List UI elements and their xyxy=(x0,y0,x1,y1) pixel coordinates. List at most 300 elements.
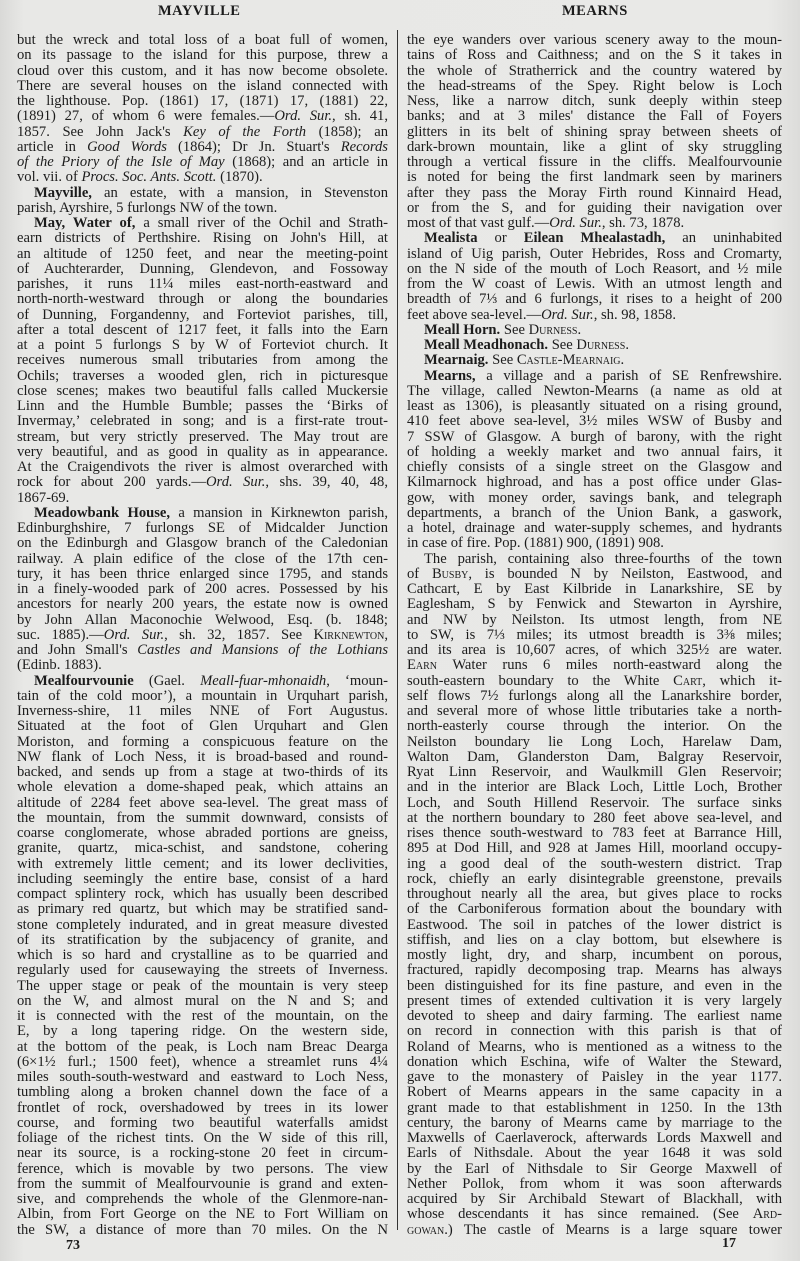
text-line xyxy=(17,841,388,856)
text-run: (1891) 27, of whom 6 were females.— xyxy=(17,108,275,125)
text-run: at a point 5 furlongs S by W of Forteviot church. It xyxy=(17,337,388,353)
text-run: Earls of Nithsdale. About the year 1648 it was sold xyxy=(407,1145,782,1162)
text-run: . xyxy=(625,337,629,353)
text-line xyxy=(17,170,388,185)
text-line xyxy=(17,109,388,124)
text-run: to SW, is 7⅓ miles; its utmost breadth is 3⅜ miles; xyxy=(407,626,782,643)
text-line xyxy=(17,33,388,48)
text-run: granite, quartz, mica-schist, and sandstone, cohering xyxy=(17,840,388,857)
text-line xyxy=(407,948,782,963)
text-run: Walton Dam, Glanderston Dam, Balgray Reservoir, xyxy=(407,748,782,765)
text-run: north-easterly course through the interior. On the xyxy=(407,718,782,735)
text-line xyxy=(17,1009,388,1024)
text-run: railway. A plain edifice of the close of the 17th cen- xyxy=(17,550,388,567)
text-line xyxy=(17,628,388,643)
text-line xyxy=(407,201,782,216)
text-line xyxy=(407,979,782,994)
text-run: dark-brown mountain, like a glint of sky struggling xyxy=(407,138,782,155)
text-run: banks; and at 3 miles' distance the Fall of Foyers xyxy=(407,108,782,125)
text-line xyxy=(407,292,782,307)
text-line xyxy=(407,689,782,704)
text-line xyxy=(17,64,388,79)
text-run: the head-streams of the Spey. Right below is Loch xyxy=(407,77,782,94)
text-line xyxy=(17,689,388,704)
text-line xyxy=(407,1085,782,1100)
text-run: stiffish, and lies on a clay bottom, but elsewhere is xyxy=(407,931,782,948)
text-line xyxy=(17,491,388,506)
text-run: (1858); an xyxy=(306,123,388,140)
text-line xyxy=(17,186,388,201)
text-line xyxy=(407,963,782,978)
text-run: At the Craigendivots the river is almost overarched with xyxy=(17,459,388,475)
text-line xyxy=(17,430,388,445)
text-run: of Auchterarder, Dunning, Glendevon, and Fossoway xyxy=(17,260,388,277)
text-run: frontlet of rock, overshadowed by trees in its lower xyxy=(17,1099,388,1116)
text-line xyxy=(407,277,782,292)
entry-headword: Meall Meadhonach. xyxy=(424,337,549,353)
text-line xyxy=(17,1177,388,1192)
column-divider xyxy=(397,30,398,1230)
text-run: . xyxy=(577,321,582,338)
paragraph xyxy=(17,186,388,217)
text-run: Neilston boundary lie Long Loch, Harelaw Dam, xyxy=(407,733,782,750)
text-line xyxy=(17,277,388,292)
text-line xyxy=(407,1207,782,1222)
text-run: (Gael. xyxy=(133,672,201,689)
text-line xyxy=(17,597,388,612)
text-line xyxy=(407,918,782,933)
entry-headword: Mealfourvounie xyxy=(34,672,134,689)
text-run: of xyxy=(407,565,432,582)
text-run: is noted for being the first landmark seen by mariners xyxy=(407,169,782,186)
text-run: ) The castle of Mearns is a large square tower xyxy=(447,1221,782,1238)
text-line xyxy=(17,521,388,536)
text-run: rock for about 200 yards.— xyxy=(17,474,207,491)
text-line xyxy=(17,475,388,490)
text-line xyxy=(407,1040,782,1055)
text-run: See xyxy=(488,352,517,369)
text-line xyxy=(17,247,388,262)
text-run: or xyxy=(477,230,524,247)
text-run: on the Edinburgh and Glasgow branch of the Caledonian xyxy=(17,535,388,552)
text-run: (Edinb. 1883). xyxy=(17,657,102,674)
cross-reference: Earn xyxy=(407,657,438,674)
text-run: Ryat Linn Reservoir, and Waulkmill Glen Reservoir; xyxy=(407,764,782,780)
text-line xyxy=(17,933,388,948)
text-line xyxy=(17,811,388,826)
text-line xyxy=(17,994,388,1009)
text-line xyxy=(407,1162,782,1177)
text-line xyxy=(407,155,782,170)
text-run: glitters in its belt of shining spray between sheets of xyxy=(407,123,782,140)
text-run: parishes, it runs 11¼ miles east-north-eastward and xyxy=(17,276,388,292)
text-run: the mountain, from the summit downward, consists of xyxy=(17,809,388,826)
italic-title: Ord. Sur. xyxy=(541,306,594,323)
text-line xyxy=(17,460,388,475)
text-run: See xyxy=(500,321,529,338)
text-run: an estate, with a mansion, in Stevenston xyxy=(91,184,388,201)
text-line xyxy=(407,170,782,185)
text-line xyxy=(407,308,782,323)
text-run: Kilmarnock highroad, and has a post office under Glas- xyxy=(407,474,782,491)
text-run: near its source, is a rocking-stone 20 feet in circum- xyxy=(17,1145,388,1162)
italic-title: Good Words xyxy=(87,138,167,155)
cross-reference: Castle-Mearnaig xyxy=(516,352,621,369)
cross-reference: Durness xyxy=(528,321,578,338)
text-run: Loch, and South Hillend Reservoir. The surface sinks xyxy=(407,794,782,811)
text-run: The upper stage or peak of the mountain is very steep xyxy=(17,977,388,994)
text-run: by the Earl of Nithsdale to Sir George Maxwell of xyxy=(407,1160,782,1177)
text-line xyxy=(17,658,388,673)
text-run: of holding a weekly market and two annual fairs, it xyxy=(407,443,782,460)
text-run: 1867-69. xyxy=(17,489,70,506)
text-line xyxy=(17,94,388,109)
text-line xyxy=(407,1116,782,1131)
text-line xyxy=(407,247,782,262)
text-line xyxy=(407,933,782,948)
text-run: it is connected with the rest of the mountain, on the xyxy=(17,1008,388,1024)
text-run: Linn and the Humble Bumble; passes the ‘Birks of xyxy=(17,398,388,414)
text-line xyxy=(407,582,782,597)
text-line xyxy=(17,765,388,780)
text-line xyxy=(407,811,782,826)
italic-title: Records xyxy=(340,138,388,155)
text-line xyxy=(17,1223,388,1238)
text-line xyxy=(17,780,388,795)
text-line xyxy=(407,1131,782,1146)
running-head-left: MAYVILLE xyxy=(158,3,241,19)
entry-headword: Eilean Mhealastadh, xyxy=(523,230,666,247)
text-run: Nether Pollok, from whom it was soon afterwards xyxy=(407,1175,782,1192)
text-line xyxy=(17,1055,388,1070)
text-line xyxy=(17,750,388,765)
text-run: 895 at Dod Hill, and 928 at James Hill, moorland occupy- xyxy=(407,840,782,857)
text-run: whole elevation a dome-shaped peak, which attains an xyxy=(17,779,388,796)
paragraph xyxy=(407,323,782,338)
text-line xyxy=(407,79,782,94)
text-line xyxy=(407,1070,782,1085)
text-run: the whole of Stratherrick and the country watered by xyxy=(407,62,782,79)
text-run: Maxwells of Caerlaverock, afterwards Lords Maxwell and xyxy=(407,1130,782,1146)
text-run: or from the S, and for guiding their navigation over xyxy=(407,199,782,216)
text-line xyxy=(17,613,388,628)
text-run: whose descendants it has since remained. (See xyxy=(407,1206,753,1223)
text-line xyxy=(17,918,388,933)
text-line xyxy=(17,216,388,231)
text-line xyxy=(407,1055,782,1070)
text-line xyxy=(17,963,388,978)
text-run: self flows 7½ furlongs along all the Lanarkshire border, xyxy=(407,687,782,704)
text-run: (1868); and an article in xyxy=(224,154,389,170)
text-run: an altitude of 1250 feet, and near the meeting-point xyxy=(17,245,388,262)
text-line xyxy=(407,597,782,612)
text-line xyxy=(407,857,782,872)
text-run: throughout nearly all the area, but gives place to rocks xyxy=(407,886,782,902)
paragraph xyxy=(17,506,388,674)
text-run: Albin, from Fort George on the NE to Fort William on xyxy=(17,1206,388,1223)
text-line xyxy=(407,674,782,689)
text-run: south-eastern boundary to the White xyxy=(407,672,674,689)
text-run: on its passage to the island for this purpose, threw a xyxy=(17,47,388,64)
text-run: and in the interior are Black Loch, Little Loch, Brother xyxy=(407,779,782,796)
text-line xyxy=(17,308,388,323)
text-run: acquired by Sir Archibald Stewart of Blackhall, with xyxy=(407,1191,782,1207)
text-line xyxy=(17,48,388,63)
text-run: foliage of the richest tints. On the W side of this rill, xyxy=(17,1130,388,1146)
text-line xyxy=(407,750,782,765)
paragraph xyxy=(407,369,782,552)
text-run: gave to the monastery of Paisley in the year 1177. xyxy=(407,1069,782,1085)
text-run: vol. vii. of xyxy=(17,169,82,186)
italic-title: Ord. Sur. xyxy=(103,626,165,643)
italic-title: Ord. Sur. xyxy=(274,108,333,125)
entry-headword: Mearns, xyxy=(424,367,476,384)
text-run: , sh. 73, 1878. xyxy=(601,215,685,231)
text-run: through a vertical fissure in the cliffs. Mealfourvounie xyxy=(407,154,782,170)
text-run: article in xyxy=(17,138,88,155)
text-line xyxy=(17,979,388,994)
text-run: of Dunning, Forgandenny, and Forteviot parishes, till, xyxy=(17,306,388,323)
text-line xyxy=(407,735,782,750)
text-run: (6×1½ furl.; 1500 feet), whence a streamlet runs 4¼ xyxy=(17,1053,388,1070)
text-run: tury, it has been thrice enlarged since 1795, and stands xyxy=(17,565,388,582)
entry-headword: Mayville, xyxy=(34,184,92,201)
text-line xyxy=(407,1024,782,1039)
text-run: mostly light, dry, and sharp, incumbent on porous, xyxy=(407,947,782,963)
text-line xyxy=(17,674,388,689)
text-line xyxy=(407,872,782,887)
text-line xyxy=(17,506,388,521)
text-line xyxy=(17,1040,388,1055)
entry-headword: Mealista xyxy=(424,230,478,247)
text-line xyxy=(17,857,388,872)
text-run: Robert of Mearns appears in the same capacity in a xyxy=(407,1084,782,1101)
text-run: , shs. 39, 40, 48, xyxy=(265,474,388,491)
text-line xyxy=(407,460,782,475)
text-run: most of that vast gulf.— xyxy=(407,215,550,231)
text-run: donation which Eschina, wife of Walter the Steward, xyxy=(407,1053,782,1070)
text-run: of its stratification by the subjacency of granite, and xyxy=(17,931,388,948)
text-run: See xyxy=(548,337,577,353)
text-line xyxy=(407,109,782,124)
text-line xyxy=(17,552,388,567)
text-line xyxy=(17,323,388,338)
text-line xyxy=(17,369,388,384)
text-line xyxy=(407,33,782,48)
text-line xyxy=(17,155,388,170)
text-run: at the bottom of the peak, is Loch nam Breac Dearga xyxy=(17,1038,388,1055)
text-line xyxy=(17,125,388,140)
text-run: , is bounded N by Neilston, Eastwood, and xyxy=(468,565,782,582)
paragraph xyxy=(17,216,388,506)
text-line xyxy=(407,796,782,811)
text-run: on record in connection with this parish is that of xyxy=(407,1023,782,1040)
text-run: stone completely indurated, and in great measure divested xyxy=(17,916,388,933)
text-run: (1870). xyxy=(216,169,263,186)
text-line xyxy=(17,1101,388,1116)
text-run: a hotel, drainage and water-supply schemes, and hydrants xyxy=(407,520,782,536)
text-line xyxy=(17,140,388,155)
text-run: grant made to that establishment in 1250. In the 13th xyxy=(407,1099,782,1116)
paragraph xyxy=(17,33,388,186)
cross-reference: Durness xyxy=(576,337,626,353)
text-run: The village, called Newton-Mearns (a name as old at xyxy=(407,382,782,399)
text-line xyxy=(407,475,782,490)
text-line xyxy=(17,231,388,246)
text-line xyxy=(17,1116,388,1131)
italic-title: of the Priory of the Isle of May xyxy=(17,154,225,170)
text-line xyxy=(407,552,782,567)
text-run: 1857. See John Jack's xyxy=(17,123,184,140)
text-run: an uninhabited xyxy=(665,230,782,247)
text-run: century, the barony of Mearns came by marriage to the xyxy=(407,1114,782,1131)
text-run: compact splintery rock, which has usually been described xyxy=(17,886,388,902)
text-line xyxy=(17,79,388,94)
text-run: Invermay,’ celebrated in song; and is a first-rate trout- xyxy=(17,413,388,430)
text-run: a mansion in Kirknewton parish, xyxy=(170,504,388,521)
text-line xyxy=(17,796,388,811)
running-head-right: MEARNS xyxy=(562,3,628,19)
text-line xyxy=(17,719,388,734)
text-line xyxy=(407,64,782,79)
text-run: a village and a parish of SE Renfrewshire. xyxy=(475,367,782,384)
text-run: Water runs 6 miles north-eastward along the xyxy=(437,657,782,674)
text-line xyxy=(407,338,782,353)
text-line xyxy=(407,1146,782,1161)
text-run: The parish, containing also three-fourths of the town xyxy=(424,550,782,567)
text-line xyxy=(407,1009,782,1024)
text-run: but the wreck and total loss of a boat full of women, xyxy=(17,32,388,48)
text-line xyxy=(17,826,388,841)
text-line xyxy=(407,765,782,780)
text-run: There are several houses on the island connected with xyxy=(17,77,388,94)
text-line xyxy=(17,1131,388,1146)
text-run: from the summit of Mealfourvounie is grand and exten- xyxy=(17,1175,388,1192)
text-run: rises thence south-westward to 783 feet at Barrance Hill, xyxy=(407,825,782,841)
text-line xyxy=(17,1207,388,1222)
italic-title: Ord. Sur. xyxy=(549,215,602,231)
text-run: Roland of Mearns, who is mentioned as a witness to the xyxy=(407,1038,782,1055)
text-line xyxy=(17,1192,388,1207)
text-run: 410 feet above sea-level, 3½ miles WSW of Busby and xyxy=(407,413,782,430)
paragraph xyxy=(17,674,388,1238)
text-run: Edinburghshire, 7 furlongs SE of Midcalder Junction xyxy=(17,520,388,536)
text-run: at the northern boundary to 280 feet above sea-level, and xyxy=(407,809,782,826)
text-line xyxy=(407,1177,782,1192)
text-run: Ochils; traverses a wooded glen, rich in picturesque xyxy=(17,367,388,384)
text-run: Situated at the foot of Glen Urquhart and Glen xyxy=(17,718,388,735)
text-run: devoted to sheep and dairy farming. The earliest name xyxy=(407,1008,782,1024)
text-run: and several more of whose little tributaries take a north- xyxy=(407,703,782,719)
folio-right: 17 xyxy=(722,1236,736,1251)
text-run: rock, chiefly an early disintegrable greenstone, prevails xyxy=(407,870,782,887)
text-run: in a finely-wooded park of 200 acres. Possessed by his xyxy=(17,581,388,597)
text-line xyxy=(407,536,782,551)
text-line xyxy=(407,826,782,841)
right-column xyxy=(407,33,782,1238)
text-line xyxy=(17,643,388,658)
text-line xyxy=(407,1192,782,1207)
text-run: NW flank of Loch Ness, it is broad-based and round- xyxy=(17,748,388,765)
paragraph xyxy=(407,552,782,1238)
text-run: fractured, rapidly decomposing trap. Mearns has always xyxy=(407,962,782,979)
text-line xyxy=(407,216,782,231)
text-line xyxy=(407,994,782,1009)
italic-title: Ord. Sur. xyxy=(206,474,266,491)
entry-headword: Meall Horn. xyxy=(424,321,501,338)
text-run: 7 SSW of Glasgow. A burgh of barony, with the right xyxy=(407,428,782,445)
text-line xyxy=(17,948,388,963)
text-line xyxy=(407,506,782,521)
text-run: Cathcart, E by East Kilbride in Lanarkshire, SE by xyxy=(407,581,782,597)
text-line xyxy=(17,414,388,429)
text-run: , ‘moun- xyxy=(326,672,388,689)
text-line xyxy=(407,323,782,338)
text-line xyxy=(17,735,388,750)
text-run: sive, and comprehends the whole of the Glenmore-nan- xyxy=(17,1191,388,1207)
text-run: regularly used for causewaying the streets of Inverness. xyxy=(17,962,388,979)
cross-reference: Ard- xyxy=(752,1206,782,1223)
text-line xyxy=(407,613,782,628)
text-run: ference, which is movable by two persons. The view xyxy=(17,1160,388,1177)
entry-headword: May, Water of, xyxy=(34,215,136,231)
text-run: a small river of the Ochil and Strath- xyxy=(135,215,388,231)
text-run: course, and forming two beautiful waterfalls amidst xyxy=(17,1114,388,1131)
text-line xyxy=(17,445,388,460)
text-line xyxy=(407,369,782,384)
text-run: tain of the cold moor’), a mountain in Urquhart parish, xyxy=(17,687,388,704)
paragraph xyxy=(407,338,782,353)
text-run: the eye wanders over various scenery away to the moun- xyxy=(407,32,782,48)
text-run: Eaglesham, S by Fenwick and Stewarton in Ayrshire, xyxy=(407,596,782,613)
text-line xyxy=(17,384,388,399)
paragraph xyxy=(407,33,782,231)
text-run: , sh. 32, 1857. See xyxy=(164,626,314,643)
text-line xyxy=(407,567,782,582)
text-run: with extremely little cement; and its lower declivities, xyxy=(17,855,388,872)
text-line xyxy=(407,491,782,506)
text-line xyxy=(407,399,782,414)
text-line xyxy=(17,582,388,597)
text-line xyxy=(17,1085,388,1100)
text-line xyxy=(17,1070,388,1085)
text-run: and John Small's xyxy=(17,642,138,658)
italic-title: Key of the Forth xyxy=(183,123,307,140)
text-line xyxy=(407,430,782,445)
text-line xyxy=(407,643,782,658)
text-line xyxy=(407,628,782,643)
text-line xyxy=(407,719,782,734)
text-run: north-north-westward through or along the boundaries xyxy=(17,291,388,308)
text-run: miles south-south-westward and eastward to Loch Ness, xyxy=(17,1069,388,1085)
text-run: on the N side of the mouth of Loch Reasort, and ½ mile xyxy=(407,260,782,277)
text-run: chiefly consists of a single street on the Glasgow and xyxy=(407,459,782,475)
text-run: after they pass the Moray Firth round Kinnaird Head, xyxy=(407,184,782,201)
text-run: island of Uig parish, Outer Hebrides, Ross and Cromarty, xyxy=(407,245,782,262)
text-run: feet above sea-level.— xyxy=(407,306,542,323)
text-run: Inverness-shire, 11 miles NNE of Fort Augustus. xyxy=(17,703,388,719)
paragraph xyxy=(407,353,782,368)
text-run: ancestors for nearly 200 years, the estate now is owned xyxy=(17,596,388,613)
text-line xyxy=(17,872,388,887)
cross-reference: Cart xyxy=(673,672,703,689)
text-run: (1864); Dr Jn. Stuart's xyxy=(166,138,341,155)
folio-left: 73 xyxy=(66,1238,80,1253)
text-line xyxy=(17,1024,388,1039)
text-line xyxy=(407,658,782,673)
text-line xyxy=(17,887,388,902)
text-line xyxy=(17,399,388,414)
